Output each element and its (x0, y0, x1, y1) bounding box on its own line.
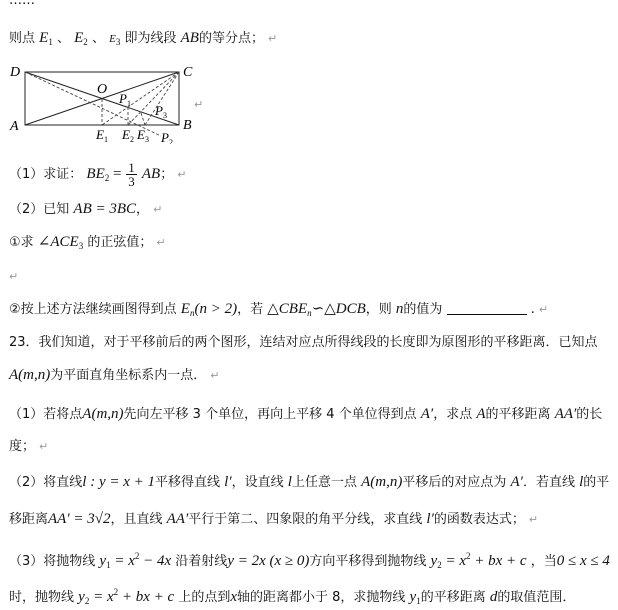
fraction-one-third: $\frac{1}{3}$ (128, 160, 135, 189)
svg-text:A: A (10, 119, 19, 134)
sub-question-2: （2）将直线l : y = x + 1平移得直线 l′，设直线 l上任意一点 A(m,n)平移后的对应点为 A′．若直线 l的平 (9, 474, 610, 490)
svg-text:O: O (97, 82, 108, 97)
ellipsis: …… (9, 0, 35, 8)
question-2-part-2: ②按上述方法继续画图得到点 $E_n(n > 2)$，若 $\triangle CBE_n∽\triangle DCB$，则 n的值为 . ↵ (9, 301, 549, 318)
svg-text:D: D (10, 65, 21, 80)
sub-question-1: （1）若将点A(m,n)先向左平移 3 个单位，再向上平移 4 个单位得到点 A′，求点 A的平移距离 AA′的长 (9, 406, 603, 422)
geometry-figure (6, 62, 206, 144)
svg-text:C: C (183, 65, 193, 80)
equal-points-sentence: 则点 $E_1$ 、 $E_2$ 、 $E_3$ 即为线段 AB的等分点； ↵ (9, 30, 278, 47)
question-1: （1）求证： $BE_2$ = $\frac{1}{3}$ AB； ↵ (9, 160, 187, 189)
svg-text:E3: $E_3$ (137, 127, 149, 144)
sub-question-2-cont: 移距离AA′ = 3√2，且直线 AA′平行于第二、四象限的角平分线，求直线 l′的函数表达式； ↵ (9, 511, 539, 527)
question-2: （2）已知 AB = 3BC， ↵ (9, 201, 163, 217)
svg-text:E2: $E_2$ (122, 127, 134, 144)
problem-23-intro: 23．我们知道，对于平移前后的两个图形，连结对应点所得线段的长度即为原图形的平移距离．已知点 (9, 335, 598, 350)
sub-question-1-cont: 度； ↵ (9, 439, 49, 454)
svg-text:P2: $P_2$ (161, 130, 173, 144)
svg-text:P1: $P_1$ (119, 91, 131, 108)
problem-23-intro-cont: A(m,n)为平面直角坐标系内一点． ↵ (9, 367, 220, 383)
svg-text:B: B (183, 118, 192, 133)
sub-question-3: （3）将抛物线 $y_1 = x^2 - 4x$ 沿着射线y = 2x (x ≥ 0)方向平移得到抛物线 $y_2 = x^2$ + bx + c ，当0 ≤ x ≤ 4 (9, 551, 610, 570)
svg-text:E1: $E_1$ (96, 127, 108, 144)
answer-blank (447, 302, 527, 315)
sub-question-3-cont: 时，抛物线 $y_2 = x^2$ + bx + c 上的点到x轴的距离都小于 8，求抛物线 $y_1$的平移距离 d的取值范围． (9, 587, 576, 606)
question-2-part-1: ①求 $\angle ACE_3$ 的正弦值； ↵ (9, 234, 166, 251)
svg-text:P3: $P_3$ (155, 103, 167, 120)
